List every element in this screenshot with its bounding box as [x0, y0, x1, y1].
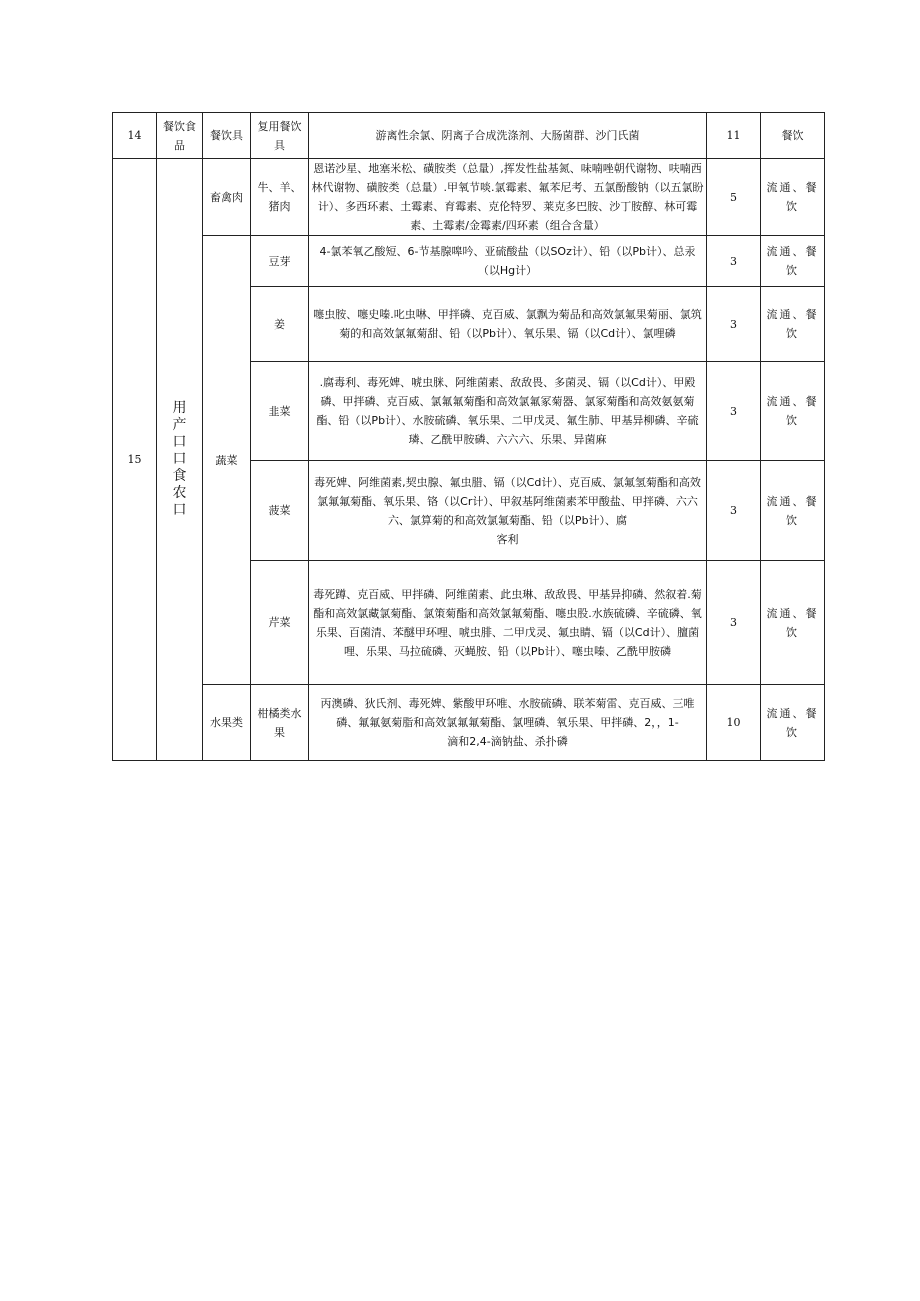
test-items: [309, 685, 707, 761]
test-items: 噻虫胺、噻史嗪.叱虫啉、甲拌磷、克百威、氯飘为菊品和高效氯氟果菊丽、氯筑菊的和高效氯氟菊甜、铅（以Pb计）、氧乐果、镉（以Cd计）、氯哩磷: [309, 287, 707, 362]
sampling-dept: 流通、餐饮: [761, 461, 825, 561]
test-items: 恩诺沙星、地塞米松、磺胺类（总量）,挥发性盐基氮、味喃唑朝代谢物、呋喃西林代谢物、磺胺类（总量）.甲氧节啖.氯霉素、氟苯尼考、五氯酚酸钠（以五氯盼计）、多西环素、土霉素、育霉素、克伦特罗、莱克多巴胺、沙丁胺醇、林可霉素、土霉素/金霉素/四环素（组合含量）: [309, 159, 707, 236]
food-item: 柑橘类水果: [251, 685, 309, 761]
test-items: [309, 236, 707, 287]
food-item: 豆芽: [251, 236, 309, 287]
sampling-dept: 流通、餐饮: [761, 159, 825, 236]
item-count: 3: [707, 461, 761, 561]
table-row: [113, 113, 825, 159]
test-items-text-continued: 客利: [496, 532, 519, 546]
food-item: 复用餐饮具: [251, 113, 309, 159]
sampling-dept: 餐饮: [761, 113, 825, 159]
item-count: 11: [707, 113, 761, 159]
test-items-text-continued: （以Hg计）: [477, 264, 538, 277]
item-count: 3: [707, 362, 761, 461]
table-row: [113, 685, 825, 761]
test-items: [309, 461, 707, 561]
food-item: 姜: [251, 287, 309, 362]
food-subcategory: 水果类: [203, 685, 251, 761]
table-row: [113, 159, 825, 236]
sampling-dept: 流通、餐饮: [761, 287, 825, 362]
test-items-text: 4-氯苯氧乙酸短、6-节基腺嗥吟、亚硫酸盐（以SOz计）、铅（以Pb计）、总汞: [319, 245, 696, 258]
item-count: 10: [707, 685, 761, 761]
food-category: [157, 159, 203, 761]
sampling-dept: 流通、餐饮: [761, 561, 825, 685]
inspection-table: [112, 112, 825, 761]
item-count: 5: [707, 159, 761, 236]
table-row: [113, 236, 825, 287]
sampling-dept: 流通、餐饮: [761, 362, 825, 461]
test-items: .腐毒利、毒死婢、唬虫脒、阿维菌素、敌敌畏、多菌灵、镉（以Cd计）、甲殿磷、甲拌磷、克百威、氯氟氟菊酯和高效氯氟冢菊器、氯冢菊酯和高效氨氨菊酯、铅（以Pb计）、水胺硫磷、氧乐果、二甲戊灵、氟生肺、甲基异柳磷、辛硫璘、乙酰甲胺磷、六六六、乐果、异菌麻: [309, 362, 707, 461]
item-count: 3: [707, 287, 761, 362]
food-item: 菠菜: [251, 461, 309, 561]
test-items-text-continued: 滴和2,4-滴钠盐、杀扑磷: [447, 735, 568, 748]
row-number: 14: [113, 113, 157, 159]
item-count: 3: [707, 236, 761, 287]
food-category: 餐饮食品: [157, 113, 203, 159]
food-item: 韭菜: [251, 362, 309, 461]
test-items: 毒死蹲、克百威、甲拌磷、阿维菌素、此虫琳、敌敌畏、甲基异抑磷、然叙着.菊酯和高效氯藏氯菊酯、氯策菊酯和高效氯氟菊酯、噻虫股.水族硫磷、辛硫磷、氧乐果、百菌清、苯醚甲环哩、唬虫腓、二甲戊灵、氟虫睛、镉（以Cd计）、膻菌哩、乐果、马拉硫磷、灭蝇胺、铅（以Pb计）、噻虫嗪、乙酰甲胺磷: [309, 561, 707, 685]
food-subcategory: 畜禽肉: [203, 159, 251, 236]
sampling-dept: 流通、餐饮: [761, 685, 825, 761]
food-category-label: 用产口口食农口: [172, 400, 187, 518]
sampling-dept: 流通、餐饮: [761, 236, 825, 287]
test-items: 游离性余氯、阴离子合成洗涤剂、大肠菌群、沙门氏菌: [309, 113, 707, 159]
item-count: 3: [707, 561, 761, 685]
test-items-text: 丙澳磷、狄氏剂、毒死婢、紫酸甲环唯、水胺硫磷、联苯菊雷、克百威、三唯磷、氟氟氨菊脂和高效氯氟氟菊酯、氯哩磷、氧乐果、甲拌磷、2，，1-: [320, 697, 695, 729]
food-item: 牛、羊、猪肉: [251, 159, 309, 236]
food-subcategory: 餐饮具: [203, 113, 251, 159]
test-items-text: 毒死婢、阿维菌素,契虫腺、氟虫腊、镉（以Cd计）、克百威、氯氟氢菊酯和高效氯氟氟菊酯、氧乐果、铬（以Cr计）、甲叙基阿维菌素苯甲酸盐、甲拌磷、六六六、氯算菊的和高效氯氟菊酯、铅（以Pb计）、腐: [314, 475, 701, 527]
food-item: 芹菜: [251, 561, 309, 685]
row-number: 15: [113, 159, 157, 761]
food-subcategory: 蔬菜: [203, 236, 251, 685]
